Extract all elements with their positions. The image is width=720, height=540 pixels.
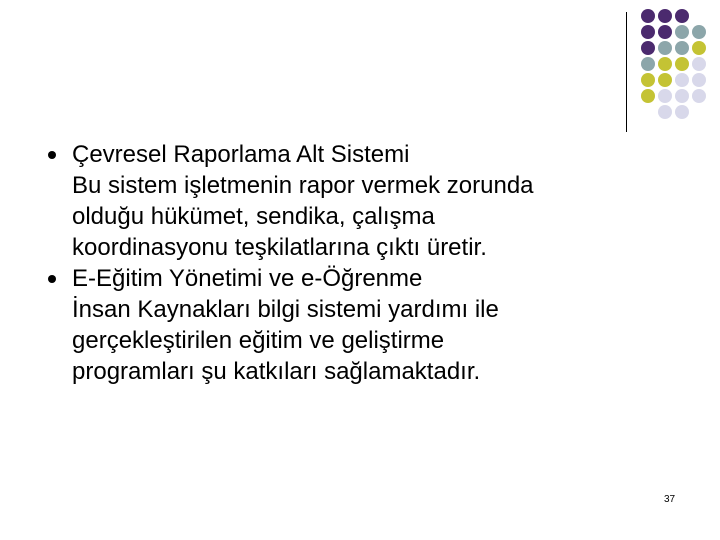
bullet-text-line: gerçekleştirilen eğitim ve geliştirme: [72, 327, 445, 354]
decorative-dot: [658, 89, 672, 103]
decorative-dot: [675, 25, 689, 39]
decorative-dot: [692, 57, 706, 71]
bullet-item-e-learning: [72, 263, 672, 387]
decorative-dot: [641, 9, 655, 23]
decorative-dot: [675, 89, 689, 103]
decorative-dot: [641, 89, 655, 103]
bullet-title: Çevresel Raporlama Alt Sistemi: [72, 141, 410, 168]
decorative-dot: [641, 57, 655, 71]
bullet-dot-icon: [48, 275, 56, 283]
decorative-dot: [692, 41, 706, 55]
decorative-dot: [641, 25, 655, 39]
decorative-dot: [675, 9, 689, 23]
bullet-text-line: olduğu hükümet, sendika, çalışma: [72, 203, 435, 230]
decorative-dot: [692, 73, 706, 87]
bullet-item-environmental-reporting: [72, 139, 672, 263]
decorative-dot: [641, 73, 655, 87]
decorative-dot: [658, 41, 672, 55]
bullet-text-line: koordinasyonu teşkilatlarına çıktı üretir.: [72, 234, 487, 261]
decorative-dot: [641, 41, 655, 55]
decorative-dot: [675, 57, 689, 71]
bullet-dot-icon: [48, 151, 56, 159]
bullet-text-line: İnsan Kaynakları bilgi sistemi yardımı ile: [72, 296, 499, 323]
decorative-dot: [658, 25, 672, 39]
slide-body: [72, 139, 672, 387]
decorative-dot: [675, 41, 689, 55]
decorative-dot: [692, 89, 706, 103]
page-number: 37: [664, 494, 676, 505]
decorative-dot: [658, 73, 672, 87]
bullet-title: E-Eğitim Yönetimi ve e-Öğrenme: [72, 265, 423, 292]
decorative-vertical-line: [626, 12, 627, 132]
decorative-dot: [658, 9, 672, 23]
decorative-dot: [692, 25, 706, 39]
decorative-dot: [675, 105, 689, 119]
decorative-dot: [658, 57, 672, 71]
bullet-text-line: Bu sistem işletmenin rapor vermek zorunda: [72, 172, 534, 199]
bullet-text-line: programları şu katkıları sağlamaktadır.: [72, 358, 481, 385]
decorative-dot: [658, 105, 672, 119]
decorative-dot: [675, 73, 689, 87]
decorative-dot-grid: [641, 9, 720, 121]
